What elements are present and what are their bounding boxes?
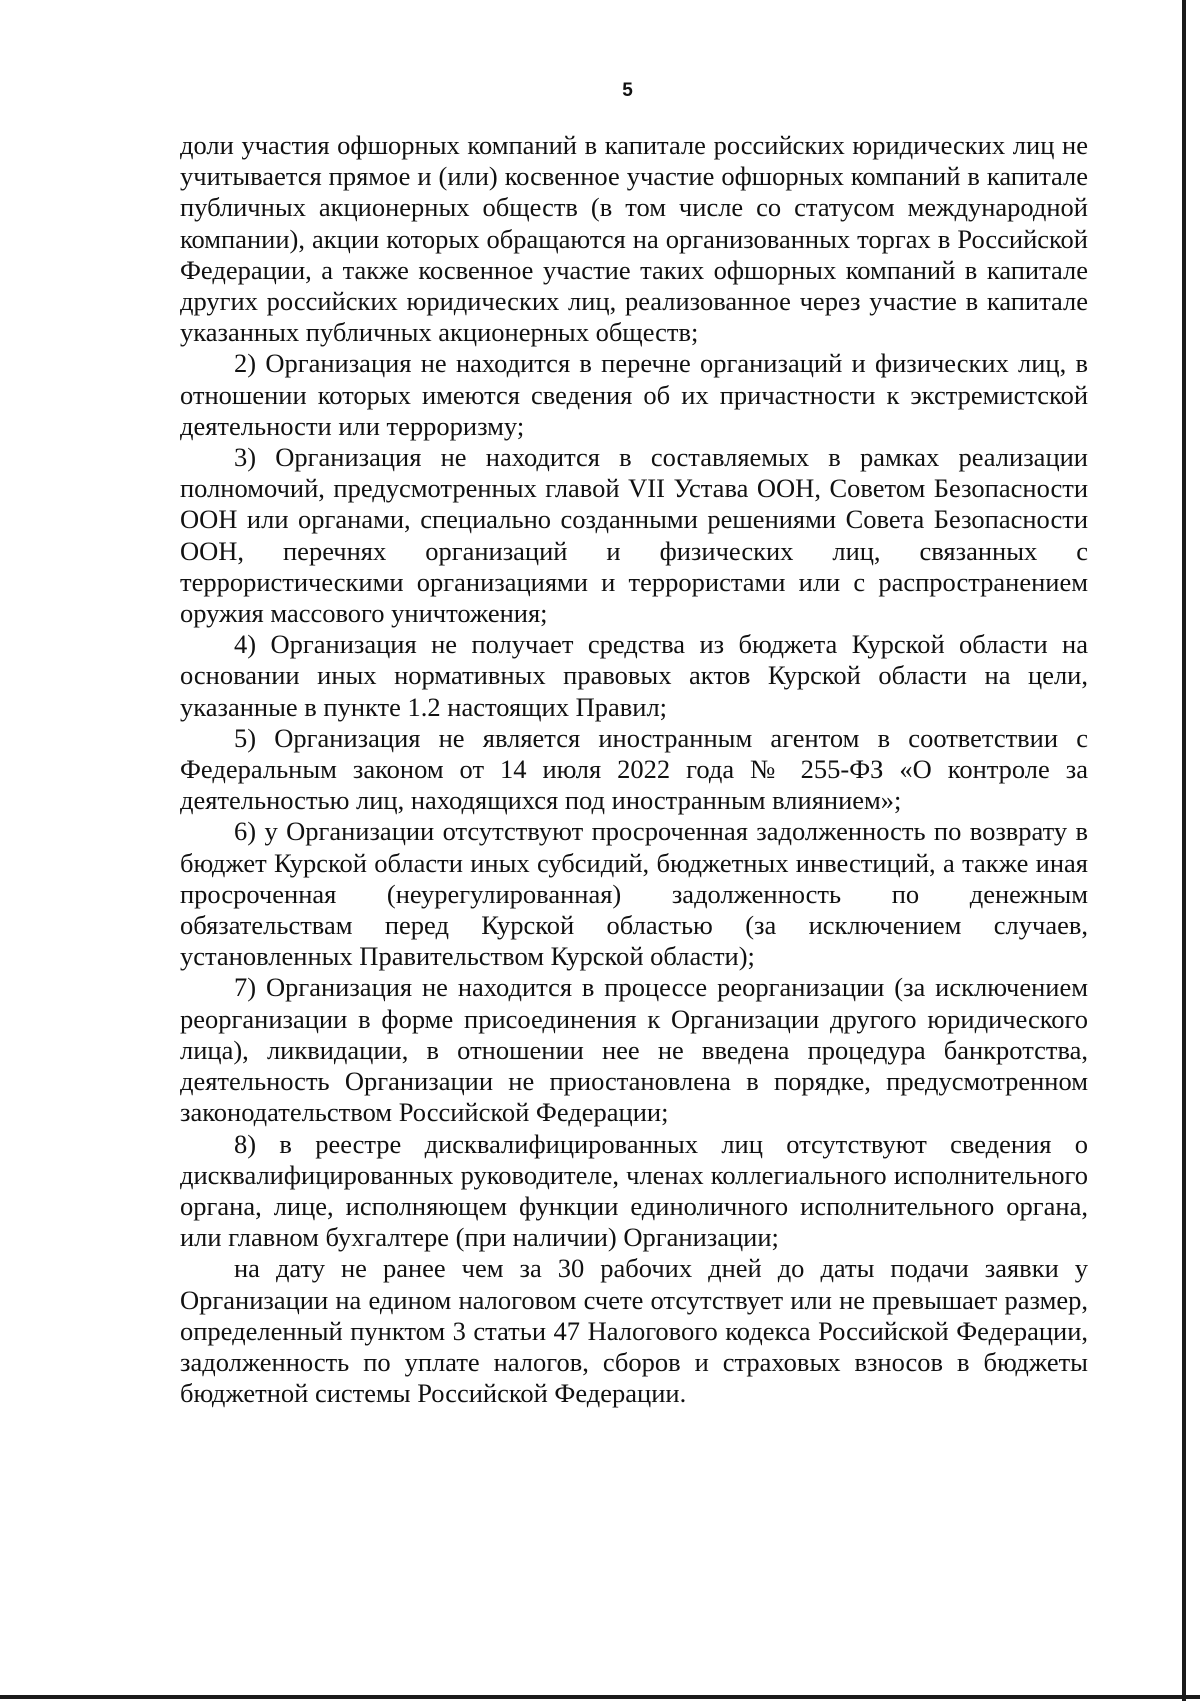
paragraph-item-7: 7) Организация не находится в процессе реорганизации (за исключением реорганизации в форме присоединения к Организации другого юридического лица), ликвидации, в отношении нее не введена процедура банкротства, деятельность Организации не приостановлена в порядке, предусмотренном законодательством Российской Федерации; <box>180 972 1088 1128</box>
paragraph-item-6: 6) у Организации отсутствуют просроченная задолженность по возврату в бюджет Курской области иных субсидий, бюджетных инвестиций, а также иная просроченная (неурегулированная) задолженность по денежным обязательствам перед Курской областью (за исключением случаев, установленных Правительством Курской области); <box>180 816 1088 972</box>
paragraph-item-8: 8) в реестре дисквалифицированных лиц отсутствуют сведения о дисквалифицированных руководителе, членах коллегиального исполнительного органа, лице, исполняющем функции единоличного исполнительного органа, или главном бухгалтере (при наличии) Организации; <box>180 1128 1088 1253</box>
paragraph-tax-debt: на дату не ранее чем за 30 рабочих дней до даты подачи заявки у Организации на едином налоговом счете отсутствует или не превышает размер, определенный пунктом 3 статьи 47 Налогового кодекса Российской Федерации, задолженность по уплате налогов, сборов и страховых взносов в бюджеты бюджетной системы Российской Федерации. <box>180 1253 1088 1409</box>
page-number: 5 <box>622 80 633 101</box>
paragraph-item-3: 3) Организация не находится в составляемых в рамках реализации полномочий, предусмотренных главой VII Устава ООН, Советом Безопасности ООН или органами, специально созданными решениями Совета Безопасности ООН, перечнях организаций и физических лиц, связанных с террористическими организациями и террористами или с распространением оружия массового уничтожения; <box>180 442 1088 629</box>
scan-border-right <box>1182 0 1186 1701</box>
scan-border-bottom <box>0 1695 1200 1699</box>
paragraph-item-4: 4) Организация не получает средства из бюджета Курской области на основании иных нормативных правовых актов Курской области на цели, указанные в пункте 1.2 настоящих Правил; <box>180 629 1088 722</box>
document-body <box>180 130 1088 1409</box>
paragraph-continuation: доли участия офшорных компаний в капитале российских юридических лиц не учитывается прямое и (или) косвенное участие офшорных компаний в капитале публичных акционерных обществ (в том числе со статусом международной компании), акции которых обращаются на организованных торгах в Российской Федерации, а также косвенное участие таких офшорных компаний в капитале других российских юридических лиц, реализованное через участие в капитале указанных публичных акционерных обществ; <box>180 130 1088 348</box>
paragraph-item-2: 2) Организация не находится в перечне организаций и физических лиц, в отношении которых имеются сведения об их причастности к экстремистской деятельности или терроризму; <box>180 348 1088 441</box>
paragraph-item-5: 5) Организация не является иностранным агентом в соответствии с Федеральным законом от 14 июля 2022 года № 255-ФЗ «О контроле за деятельностью лиц, находящихся под иностранным влиянием»; <box>180 722 1088 816</box>
